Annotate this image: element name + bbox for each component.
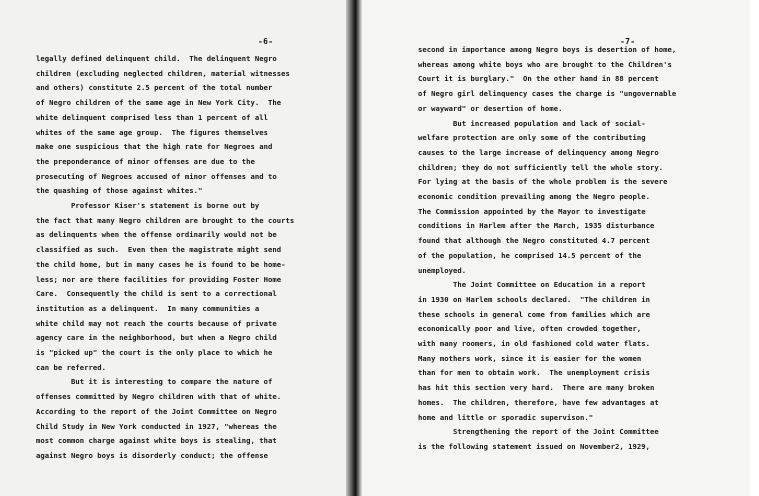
- text-line: economic condition prevailing among the Negro people.: [418, 192, 650, 202]
- text-line: or wayward" or desertion of home.: [418, 103, 563, 113]
- text-line: against Negro boys is disorderly conduct; the offense: [36, 450, 268, 460]
- text-line: But increased population and lack of social-: [418, 118, 646, 128]
- text-line: unemployed.: [418, 265, 467, 275]
- text-line: of Negro children of the same age in New York City. The: [36, 98, 282, 108]
- text-line: children (excluding neglected children, material witnesses: [36, 68, 290, 78]
- text-line: causes to the large increase of delinquency among Negro: [418, 147, 659, 157]
- page-body-text: [418, 43, 676, 455]
- text-line: in 1930 on Harlem schools declared. "The children in: [418, 294, 650, 304]
- text-line: The Commission appointed by the Mayor to investigate: [418, 206, 646, 216]
- text-line: is the following statement issued on November2, 1929,: [418, 441, 650, 451]
- left-page: [0, 0, 350, 496]
- text-line: whites of the same age group. The figures themselves: [36, 127, 268, 137]
- text-line: For lying at the basis of the whole problem is the severe: [418, 177, 668, 187]
- text-line: than for men to obtain work. The unemployment crisis: [418, 368, 650, 378]
- text-line: children; they do not sufficiently tell the whole story.: [418, 162, 664, 172]
- text-line: the preponderance of minor offenses are due to the: [36, 156, 255, 166]
- text-line: According to the report of the Joint Committee on Negro: [36, 406, 277, 416]
- text-line: the fact that many Negro children are brought to the courts: [36, 215, 295, 225]
- text-line: white delinquent comprised less than 1 percent of all: [36, 112, 268, 122]
- text-line: and others) constitute 2.5 percent of the total number: [36, 83, 273, 93]
- text-line: classified as such. Even then the magistrate might send: [36, 245, 282, 255]
- text-line: found that although the Negro constituted 4.7 percent: [418, 236, 650, 246]
- text-line: offenses committed by Negro children with that of white.: [36, 392, 282, 402]
- text-line: Professor Kiser's statement is borne out by: [36, 201, 260, 211]
- text-line: has hit this section very hard. There are many broken: [418, 383, 655, 393]
- scan-margin: [750, 0, 759, 496]
- text-line: these schools in general come from families which are: [418, 309, 650, 319]
- text-line: economically poor and live, often crowded together,: [418, 324, 642, 334]
- text-line: Many mothers work, since it is easier for the women: [418, 353, 642, 363]
- text-line: The Joint Committee on Education in a report: [418, 280, 646, 290]
- book-spine: [346, 0, 362, 496]
- text-line: the child home, but in many cases he is found to be home-: [36, 259, 286, 269]
- text-line: conditions in Harlem after the March, 1935 disturbance: [418, 221, 655, 231]
- text-line: can be referred.: [36, 362, 107, 372]
- text-line: welfare protection are only some of the contributing: [418, 133, 646, 143]
- text-line: the quashing of those against whites.": [36, 186, 203, 196]
- text-line: second in importance among Negro boys is desertion of home,: [418, 45, 677, 54]
- text-line: of the population, he comprised 14.5 percent of the: [418, 250, 642, 260]
- text-line: But it is interesting to compare the nature of: [36, 377, 273, 387]
- text-line: Child Study in New York conducted in 1927, "whereas the: [36, 421, 277, 431]
- text-line: white child may not reach the courts because of private: [36, 318, 277, 328]
- text-line: with many roomers, in old fashioned cold water flats.: [418, 339, 650, 349]
- text-line: Care. Consequently the child is sent to a correctional: [36, 289, 277, 299]
- text-line: homes. The children, therefore, have few advantages at: [418, 397, 659, 407]
- text-line: whereas among white boys who are brought to the Children's: [418, 59, 672, 69]
- text-line: agency care in the neighborhood, but when a Negro child: [36, 333, 277, 343]
- text-line: legally defined delinquent child. The delinquent Negro: [36, 54, 277, 63]
- page-number: -7-: [620, 37, 636, 46]
- text-line: of Negro girl delinquency cases the charge is "ungovernable: [418, 89, 677, 99]
- text-line: Court it is burglary." On the other hand in 88 percent: [418, 74, 659, 84]
- page-body-text: [36, 52, 294, 464]
- text-line: home and little or sporadic supervison.": [418, 412, 594, 422]
- text-line: institution as a delinquent. In many communities a: [36, 303, 260, 313]
- text-line: most common charge against white boys is stealing, that: [36, 436, 277, 446]
- text-line: prosecuting of Negroes accused of minor offenses and to: [36, 171, 277, 181]
- text-line: as delinquents when the offense ordinarily would not be: [36, 230, 277, 240]
- text-line: less; nor are there facilities for providing Foster Home: [36, 274, 282, 284]
- text-line: Strengthening the report of the Joint Committee: [418, 427, 659, 437]
- text-line: is "picked up" the court is the only place to which he: [36, 348, 273, 358]
- right-page: [362, 0, 750, 496]
- page-number: -6-: [258, 37, 274, 46]
- text-line: make one suspicious that the high rate for Negroes and: [36, 142, 273, 152]
